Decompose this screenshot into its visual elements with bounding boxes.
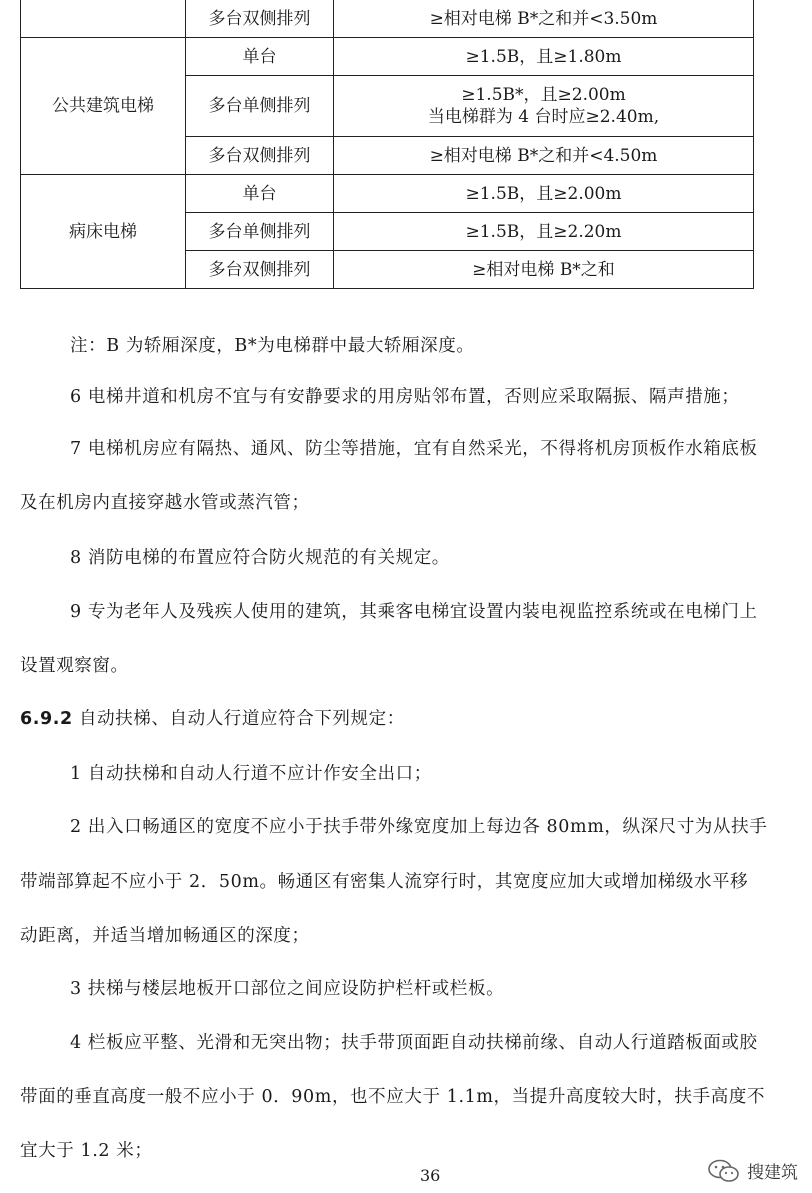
table-cell-category-public: 公共建筑电梯 [21,38,186,175]
paragraph-s3: 3 扶梯与楼层地板开口部位之间应设防护栏杆或栏板。 [70,979,505,999]
paragraph-s4-line1: 4 栏板应平整、光滑和无突出物；扶手带顶面距自动扶梯前缘、自动人行道踏板面或胶 [70,1033,758,1053]
section-heading [20,708,790,730]
paragraph-s4-line3: 宜大于 1.2 米； [20,1141,153,1161]
paragraph-item-7-line2: 及在机房内直接穿越水管或蒸汽管； [20,493,310,513]
table-row [21,175,754,213]
table-cell-arrangement: 多台单侧排列 [186,213,334,251]
table-cell-value: ≥相对电梯 B*之和 [334,251,754,289]
section-title: 自动扶梯、自动人行道应符合下列规定： [79,709,405,729]
section-number: 6.9.2 [20,709,73,729]
table-cell-value: ≥相对电梯 B*之和并<3.50m [334,0,754,38]
table-cell-value: ≥相对电梯 B*之和并<4.50m [334,137,754,175]
paragraph-item-7-line1: 7 电梯机房应有隔热、通风、防尘等措施，宜有自然采光，不得将机房顶板作水箱底板 [70,439,758,459]
paragraph-s1: 1 自动扶梯和自动人行道不应计作安全出口； [70,764,432,784]
paragraph-item-9-line1: 9 专为老年人及残疾人使用的建筑，其乘客电梯宜设置内装电视监控系统或在电梯门上 [70,602,758,622]
paragraph-s2-line1: 2 出入口畅通区的宽度不应小于扶手带外缘宽度加上每边各 80mm，纵深尺寸为从扶手 [70,817,768,837]
table-cell-arrangement: 单台 [186,38,334,76]
paragraph-s2-line3: 动距离，并适当增加畅通区的深度； [20,926,310,946]
table-cell-arrangement: 多台双侧排列 [186,0,334,38]
value-line: 当电梯群为 4 台时应≥2.40m, [427,107,660,127]
watermark-text: 搜建筑 [747,1163,798,1183]
table-cell-category-empty [21,0,186,38]
paragraph-s4-line2: 带面的垂直高度一般不应小于 0．90m，也不应大于 1.1m，当提升高度较大时，扶手高度不 [20,1087,766,1107]
paragraph-item-9-line2: 设置观察窗。 [20,656,129,676]
elevator-spec-table [20,0,754,289]
table-cell-category-bed: 病床电梯 [21,175,186,289]
table-row [21,0,754,38]
table-cell-arrangement: 多台双侧排列 [186,251,334,289]
table-cell-value [334,76,754,137]
table-cell-arrangement: 单台 [186,175,334,213]
table-cell-value: ≥1.5B，且≥2.00m [334,175,754,213]
table-cell-value: ≥1.5B，且≥1.80m [334,38,754,76]
paragraph-item-6: 6 电梯井道和机房不宜与有安静要求的用房贴邻布置，否则应采取隔振、隔声措施； [70,387,740,407]
table-cell-arrangement: 多台单侧排列 [186,76,334,137]
table-note: 注：B 为轿厢深度，B*为电梯群中最大轿厢深度。 [70,336,475,356]
paragraph-item-8: 8 消防电梯的布置应符合防火规范的有关规定。 [70,548,450,568]
table-cell-value: ≥1.5B，且≥2.20m [334,213,754,251]
table-cell-arrangement: 多台双侧排列 [186,137,334,175]
watermark [707,1158,798,1183]
paragraph-s2-line2: 带端部算起不应小于 2．50m。畅通区有密集人流穿行时，其宽度应加大或增加梯级水平移 [20,872,749,892]
page-number: 36 [420,1166,441,1185]
value-line: ≥1.5B*，且≥2.00m [461,85,626,105]
wechat-icon [707,1159,741,1183]
table-row [21,38,754,76]
